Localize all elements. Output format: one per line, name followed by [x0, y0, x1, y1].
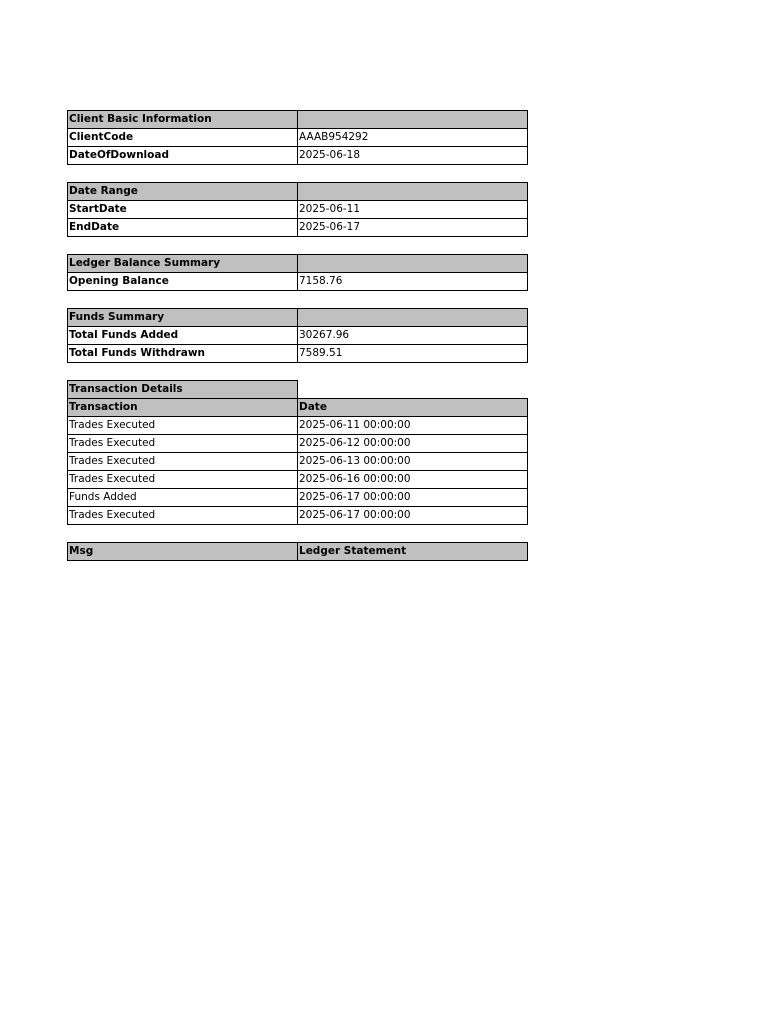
- date-range-table: [67, 182, 528, 237]
- table-row: [68, 417, 528, 435]
- table-row: [68, 471, 528, 489]
- transaction-type: Funds Added: [68, 489, 298, 507]
- spacer: [67, 525, 527, 542]
- transaction-date: 2025-06-16 00:00:00: [298, 471, 528, 489]
- client-info-header: Client Basic Information: [68, 111, 298, 129]
- table-row: [68, 489, 528, 507]
- opening-balance-row: [68, 273, 528, 291]
- start-date-label: StartDate: [68, 201, 298, 219]
- transaction-column-header: Transaction: [68, 399, 298, 417]
- transaction-date: 2025-06-17 00:00:00: [298, 507, 528, 525]
- ledger-summary-header-row: [68, 255, 528, 273]
- total-funds-withdrawn-label: Total Funds Withdrawn: [68, 345, 298, 363]
- end-date-label: EndDate: [68, 219, 298, 237]
- transactions-table: [67, 380, 528, 525]
- funds-summary-header-row: [68, 309, 528, 327]
- total-funds-added-row: [68, 327, 528, 345]
- transaction-date: 2025-06-12 00:00:00: [298, 435, 528, 453]
- client-code-value: AAAB954292: [298, 129, 528, 147]
- message-label: Msg: [68, 543, 298, 561]
- transaction-date: 2025-06-11 00:00:00: [298, 417, 528, 435]
- spacer: [67, 165, 527, 182]
- client-info-header-empty: [298, 111, 528, 129]
- date-range-header: Date Range: [68, 183, 298, 201]
- date-of-download-row: [68, 147, 528, 165]
- table-row: [68, 435, 528, 453]
- spacer: [67, 291, 527, 308]
- message-table: [67, 542, 528, 561]
- table-row: [68, 507, 528, 525]
- ledger-sheet: [67, 110, 527, 561]
- client-info-table: [67, 110, 528, 165]
- spacer: [67, 237, 527, 254]
- ledger-summary-table: [67, 254, 528, 291]
- transaction-type: Trades Executed: [68, 507, 298, 525]
- date-column-header: Date: [298, 399, 528, 417]
- end-date-value: 2025-06-17: [298, 219, 528, 237]
- opening-balance-value: 7158.76: [298, 273, 528, 291]
- funds-summary-header: Funds Summary: [68, 309, 298, 327]
- transaction-date: 2025-06-13 00:00:00: [298, 453, 528, 471]
- transaction-date: 2025-06-17 00:00:00: [298, 489, 528, 507]
- table-row: [68, 453, 528, 471]
- message-row: [68, 543, 528, 561]
- transactions-title-row: [68, 381, 528, 399]
- total-funds-added-label: Total Funds Added: [68, 327, 298, 345]
- ledger-summary-header-empty: [298, 255, 528, 273]
- transaction-type: Trades Executed: [68, 471, 298, 489]
- transactions-header: Transaction Details: [68, 381, 298, 399]
- transaction-type: Trades Executed: [68, 435, 298, 453]
- date-range-header-empty: [298, 183, 528, 201]
- start-date-value: 2025-06-11: [298, 201, 528, 219]
- end-date-row: [68, 219, 528, 237]
- total-funds-withdrawn-value: 7589.51: [298, 345, 528, 363]
- transaction-type: Trades Executed: [68, 453, 298, 471]
- funds-summary-header-empty: [298, 309, 528, 327]
- transactions-column-header-row: [68, 399, 528, 417]
- date-of-download-value: 2025-06-18: [298, 147, 528, 165]
- date-range-header-row: [68, 183, 528, 201]
- client-code-label: ClientCode: [68, 129, 298, 147]
- total-funds-added-value: 30267.96: [298, 327, 528, 345]
- ledger-summary-header: Ledger Balance Summary: [68, 255, 298, 273]
- transactions-title-blank: [298, 381, 528, 399]
- date-of-download-label: DateOfDownload: [68, 147, 298, 165]
- start-date-row: [68, 201, 528, 219]
- transaction-type: Trades Executed: [68, 417, 298, 435]
- spacer: [67, 363, 527, 380]
- message-value: Ledger Statement: [298, 543, 528, 561]
- client-code-row: [68, 129, 528, 147]
- opening-balance-label: Opening Balance: [68, 273, 298, 291]
- funds-summary-table: [67, 308, 528, 363]
- client-info-header-row: [68, 111, 528, 129]
- total-funds-withdrawn-row: [68, 345, 528, 363]
